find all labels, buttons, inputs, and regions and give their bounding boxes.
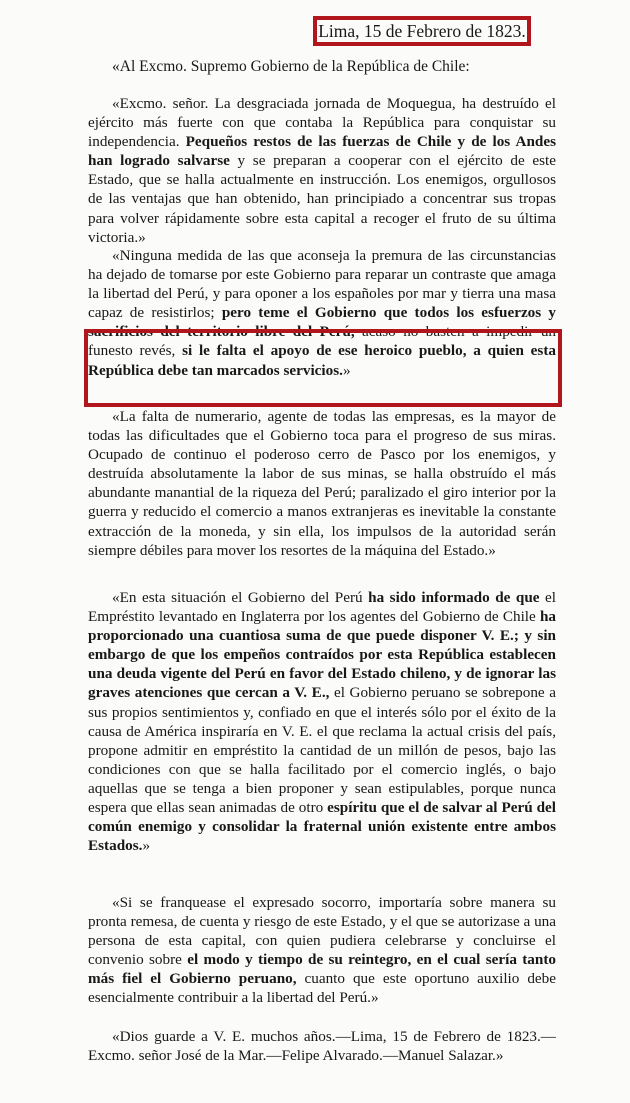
letter-date: Lima, 15 de Febrero de 1823. [313, 16, 531, 46]
p2-text-a: «Ninguna medida de las que aconseja la premura de las circunstancias ha dejado de tomarse por este Gobierno para reparar un contraste que amaga la libertad del Perú, y para oponer a los españoles por mar y tierra una masa capaz de resistirlos; [88, 247, 556, 322]
p1-text-c: y se preparan a cooperar con el ejército de este Estado, que se halla actualmente en instrucción. Los enemigos, orgullosos de las ventajas que han obtenido, han principiado a concentrar sus tropas para volver rápidamente sobre esta capital a recoger el fruto de su última victoria.» [88, 152, 557, 246]
p4-bold-b: ha sido informado de que [368, 589, 540, 606]
letter-addressee: «Al Excmo. Supremo Gobierno de la República de Chile: [112, 58, 470, 75]
paragraph-4 [88, 588, 556, 855]
paragraph-1 [88, 94, 556, 247]
p2-bold-b: pero teme el Gobierno que todos los esfuerzos y sacrificios del territorio libre del Perú, [88, 304, 556, 341]
p2-text-c: acaso no basten a impedir un funesto revés, [88, 323, 557, 360]
p3-text-a: «La falta de numerario, agente de todas las empresas, es la mayor de todas las dificultades que el Gobierno toca para el progreso de sus miras. Ocupado de continuo el poderoso cerro de Pasco por los enemigos, y destruída absolutamente la labor de sus minas, se halla obstruído el más abundante manantial de la riqueza del Perú; paralizado el giro interior por la guerra y reducido el comercio a manos extranjeras es inevitable la constante extracción de la moneda, y sin ella, los impulsos de la autoridad serán siempre débiles para mover los resortes de la máquina del Estado.» [88, 408, 556, 559]
p1-bold-b: Pequeños restos de las fuerzas de Chile y de los Andes han logrado salvarse [88, 133, 556, 170]
p5-text-a: «Si se franquease el expresado socorro, importaría sobre manera su pronta remesa, de cuenta y riesgo de este Estado, y el que se autorizase a una persona de esta capital, con quien pudiera celebrarse y concluirse el convenio sobre [88, 894, 556, 969]
p4-text-a: «En esta situación el Gobierno del Perú [112, 589, 369, 606]
p1-text-a: «Excmo. señor. La desgraciada jornada de Moquegua, ha destruído el ejército más fuerte con que contaba la República para conquistar su independencia. [88, 95, 556, 151]
highlight-box [84, 329, 562, 407]
p5-text-c: cuanto que este oportuno auxilio debe esencialmente contribuir a la libertad del Perú.» [88, 970, 556, 1007]
p2-bold-d: si le falta el apoyo de ese heroico pueblo, a quien esta República debe tan marcados servicios. [88, 342, 556, 379]
p5-bold-b: el modo y tiempo de su reintegro, en el cual sería tanto más fiel el Gobierno peruano, [88, 951, 556, 988]
p4-bold-f: espíritu que el de salvar al Perú del común enemigo y consolidar la fraternal unión existente entre ambos Estados. [88, 799, 556, 855]
p2-text-e: » [342, 361, 351, 379]
p4-text-g: » [142, 837, 151, 855]
p4-text-e: el Gobierno peruano se sobrepone a sus propios sentimientos y, confiado en que el interés sólo por el éxito de la causa de América inspiraría en V. E. el que reclama la actual crisis del país, propone admitir en empréstito la cantidad de un millón de pesos, bajo las condiciones con que se halla facilitado por el comercio inglés, o bajo aquellas que se tenga a bien proponer y sean estipulables, porque nunca espera que ellas sean animadas de otro [88, 684, 556, 817]
paragraph-5 [88, 893, 556, 1008]
p6-text-a: «Dios guarde a V. E. muchos años.—Lima, 15 de Febrero de 1823.—Excmo. señor José de la Mar.—Felipe Alvarado.—Manuel Salazar.» [88, 1028, 556, 1065]
p4-text-c: el Empréstito levantado en Inglaterra por los agentes del Gobierno de Chile [88, 589, 556, 626]
p4-bold-d: ha proporcionado una cuantiosa suma de que puede disponer V. E.; y sin embargo de que los empeños contraídos por esta República establecen una deuda vigente del Perú en favor del Estado chileno, y de ignorar las graves atenciones que cercan a V. E., [88, 608, 556, 702]
paragraph-3 [88, 407, 556, 560]
paragraph-6-closing [88, 1027, 556, 1065]
